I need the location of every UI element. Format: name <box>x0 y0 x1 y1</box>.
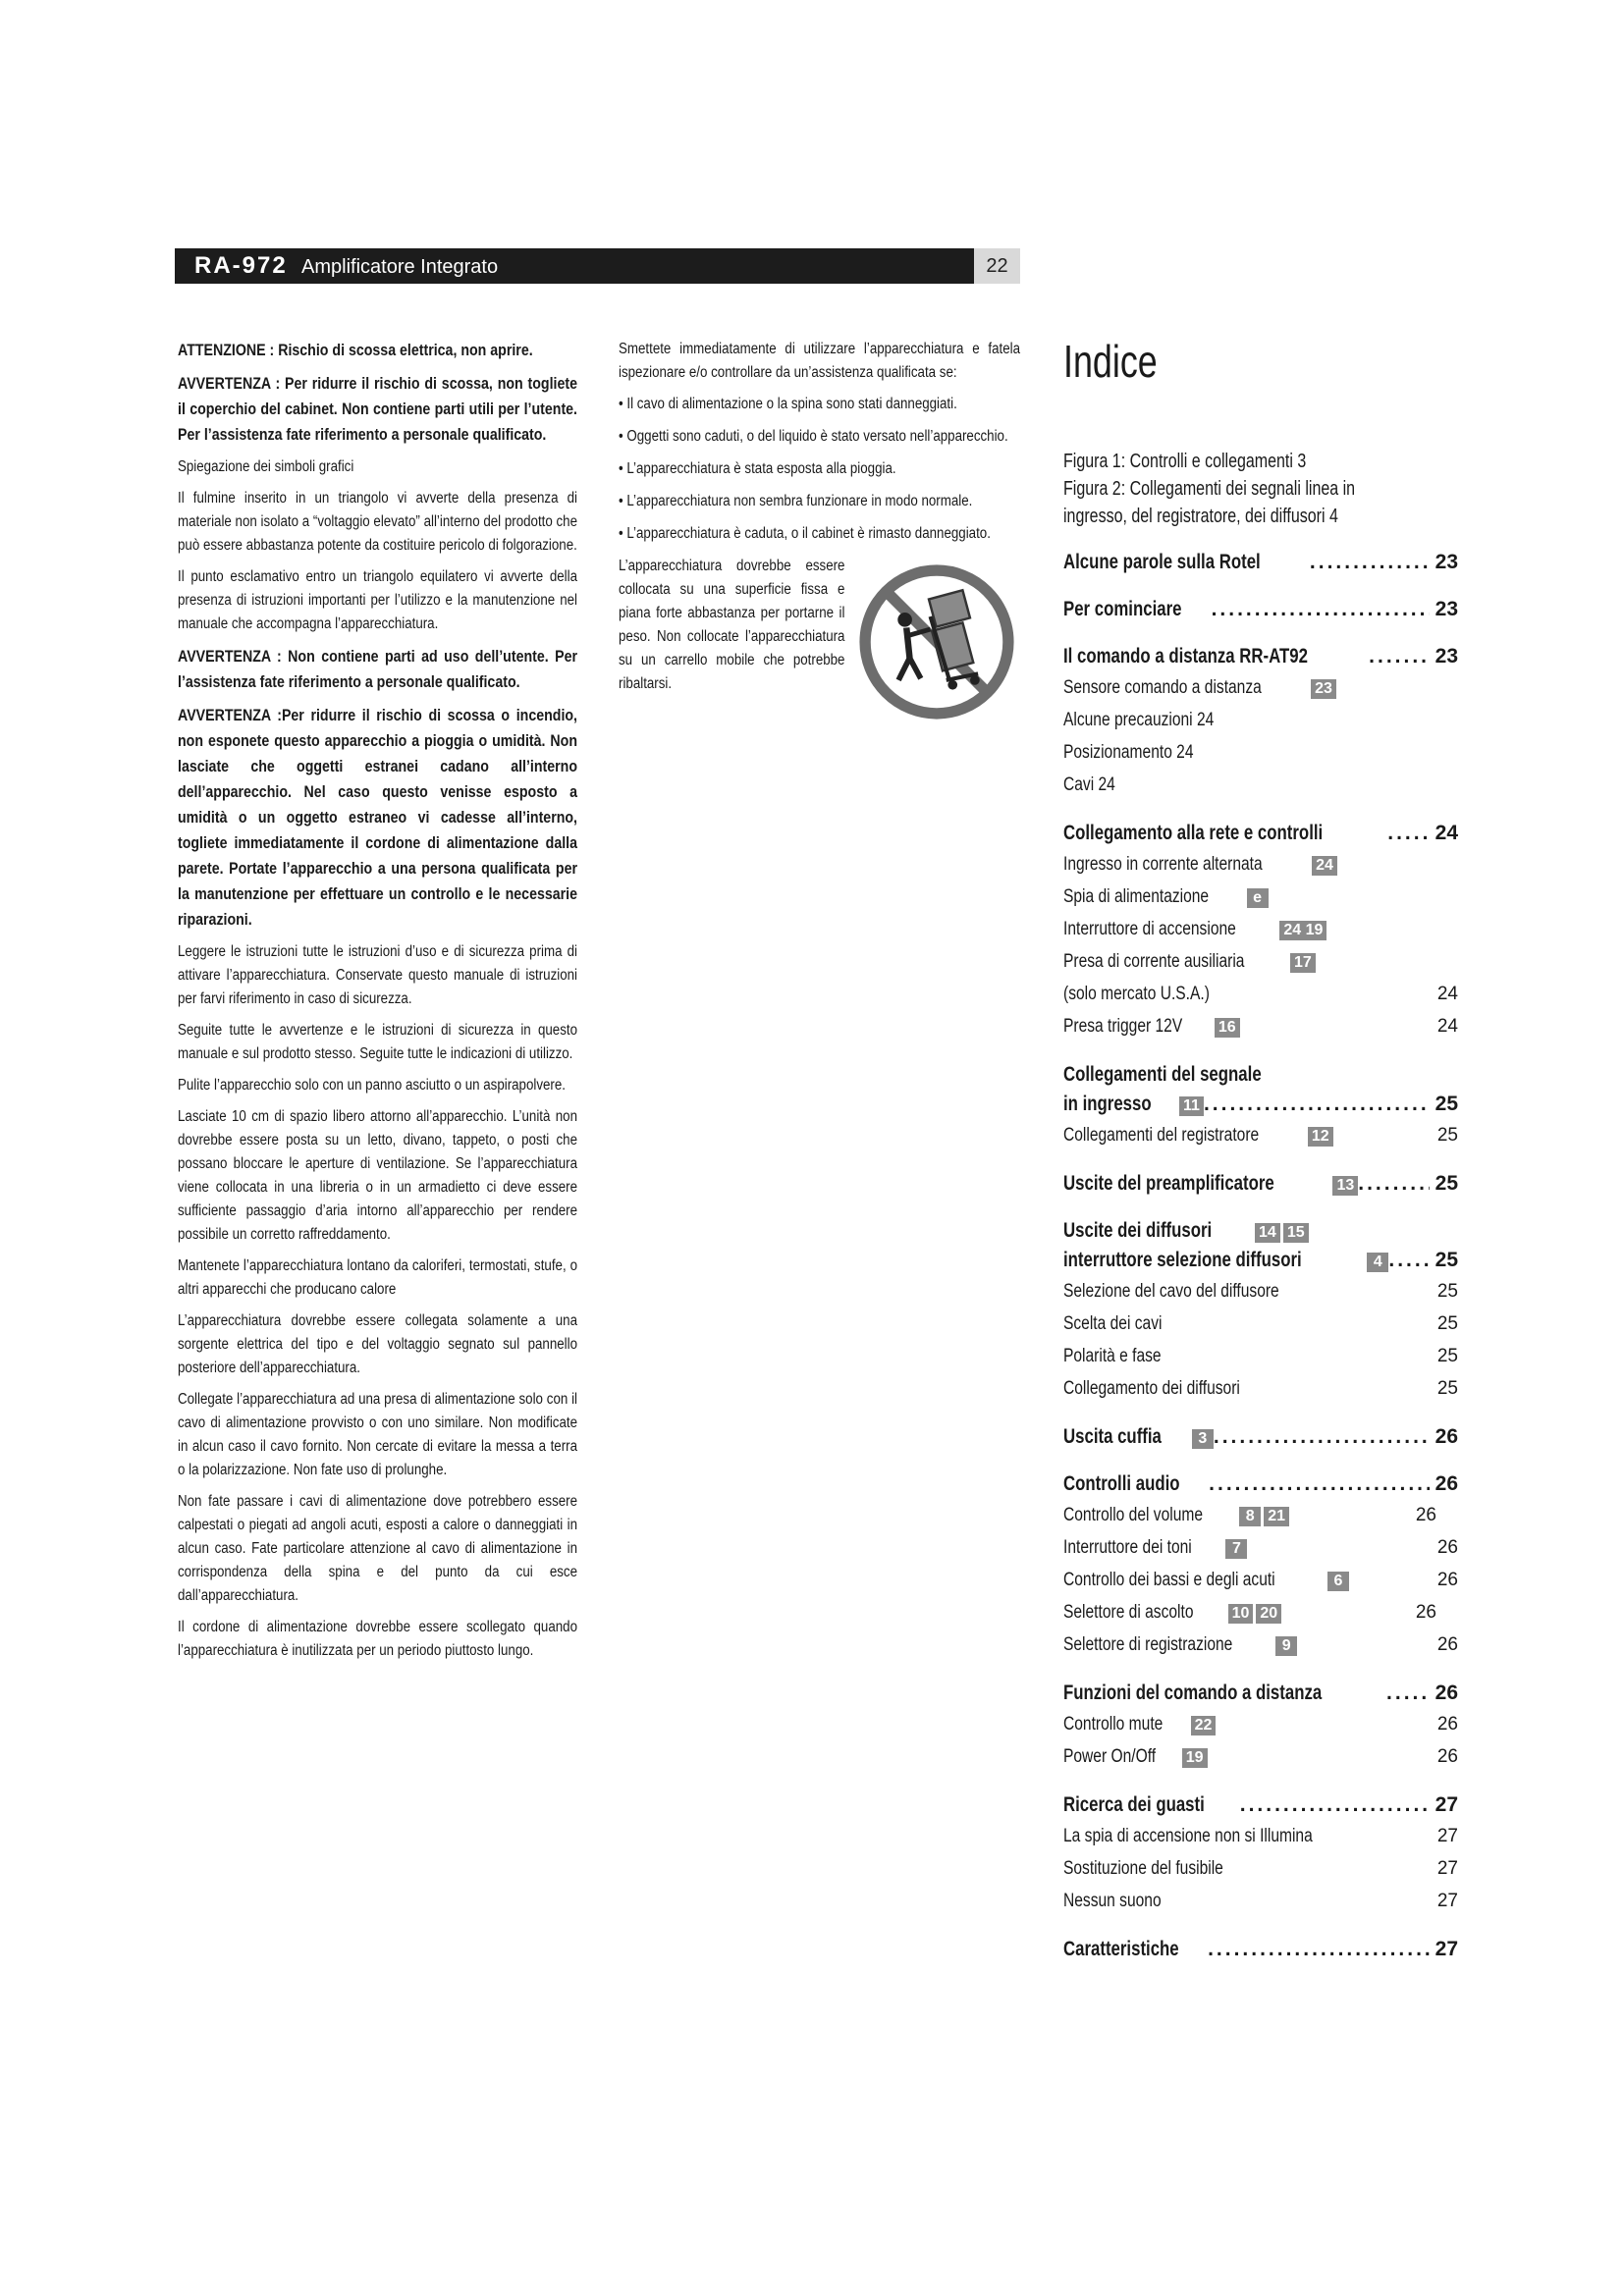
power-cord-connection: Collegate l’apparecchiatura ad una presa di alimentazione solo con il cavo di alimentazione provvisto o con uno similare. Non modificate in alcun caso il cavo fornito. Non cercate di evitare la messa a terra o la polarizzazione. Non fate uso di prolunghe. <box>178 1391 578 1478</box>
toc-item-cable-choice[interactable]: Scelta dei cavi 25 <box>1063 1313 1458 1334</box>
toc-item-power-led[interactable]: Spia di alimentazione e <box>1063 881 1458 913</box>
toc-item-speaker-cable[interactable]: Selezione del cavo del diffusore 25 <box>1063 1281 1458 1302</box>
power-cord-routing: Non fate passare i cavi di alimentazione dove potrebbero essere calpestati o piegati ad angoli acuti, esposti a calore o danneggiati in alcun caso. Fate particolare attenzione al cavo di alimentazione in corrispondenza della spina e del punto da cui esce dall’apparecchiatura. <box>178 1493 578 1604</box>
toc-item-precautions[interactable]: Alcune precauzioni 24 <box>1063 710 1215 730</box>
toc-item-no-sound[interactable]: Nessun suono 27 <box>1063 1891 1458 1911</box>
toc-item-usa[interactable]: (solo mercato U.S.A.) 24 <box>1063 984 1458 1004</box>
figure-line: Figura 2: Collegamenti dei segnali linea in <box>1063 478 1356 500</box>
callout-badge: 16 <box>1215 1018 1240 1038</box>
figure-line: ingresso, del registratore, dei diffusori 4 <box>1063 506 1338 527</box>
toc-heading-remote-functions[interactable]: Funzioni del comando a distanza ..... 26 <box>1063 1679 1458 1708</box>
callout-badge: 13 <box>1332 1176 1358 1196</box>
callout-badge: 21 <box>1264 1507 1289 1526</box>
toc-item-volume[interactable]: Controllo del volume 8 21 26 <box>1063 1505 1436 1525</box>
table-of-contents <box>1063 334 1458 1964</box>
unplug-unused: Il cordone di alimentazione dovrebbe essere scollegato quando l’apparecchiatura è inutilizzata per un periodo piuttosto lungo. <box>178 1619 578 1659</box>
safety-column-2 <box>619 338 1021 712</box>
toc-item-power-on-off[interactable]: Power On/Off 19 26 <box>1063 1746 1458 1767</box>
toc-heading-troubleshooting[interactable]: Ricerca dei guasti ..... 27 <box>1063 1790 1458 1820</box>
toc-item-fuse[interactable]: Sostituzione del fusibile 27 <box>1063 1858 1458 1879</box>
toc-item-polarity[interactable]: Polarità e fase 25 <box>1063 1346 1458 1366</box>
toc-heading-getting-started[interactable]: Per cominciare ..... 23 <box>1063 595 1458 624</box>
toc-item-record-selector[interactable]: Selettore di registrazione 9 26 <box>1063 1634 1458 1655</box>
toc-item-mute[interactable]: Controllo mute 22 26 <box>1063 1714 1458 1735</box>
toc-item-speaker-connection[interactable]: Collegamento dei diffusori 25 <box>1063 1378 1458 1399</box>
toc-item-trigger[interactable]: Presa trigger 12V 16 24 <box>1063 1016 1458 1037</box>
toc-item-aux-outlet[interactable]: Presa di corrente ausiliaria 17 <box>1063 945 1458 978</box>
stop-using-intro: Smettete immediatamente di utilizzare l’apparecchiatura e fatela ispezionare e/o controllare da un’assistenza qualificata se: <box>619 341 1021 381</box>
toc-item-recorder[interactable]: Collegamenti del registratore 12 25 <box>1063 1125 1458 1146</box>
callout-badge: 20 <box>1256 1604 1281 1624</box>
cleaning: Pulite l’apparecchio solo con un panno asciutto o un aspirapolvere. <box>178 1077 566 1094</box>
toc-item-power-switch[interactable]: Interruttore di accensione 24 19 <box>1063 913 1458 945</box>
cart-warning <box>619 555 1021 712</box>
heat-sources: Mantenete l’apparecchiatura lontano da caloriferi, termostati, stufe, o altri apparecchi che producano calore <box>178 1257 578 1298</box>
header-bar <box>175 248 982 284</box>
toc-heading-specifications[interactable]: Caratteristiche ..... 27 <box>1063 1935 1458 1964</box>
follow-warnings: Seguite tutte le avvertenze e le istruzioni di sicurezza in questo manuale e sul prodotto stesso. Seguite tutte le indicazioni di utilizzo. <box>178 1022 578 1062</box>
toc-heading-speakers-1[interactable]: Uscite dei diffusori 14 15 <box>1063 1216 1458 1246</box>
callout-badge: 6 <box>1327 1572 1349 1591</box>
no-cart-icon <box>857 562 1016 721</box>
toc-item-tone-switch[interactable]: Interruttore dei toni 7 26 <box>1063 1537 1458 1558</box>
read-instructions: Leggere le istruzioni tutte le istruzioni d’uso e di sicurezza prima di attivare l’apparecchiatura. Conservate questo manuale di istruzioni per farvi riferimento in caso di sicurezza. <box>178 943 578 1007</box>
exclamation-explanation: Il punto esclamativo entro un triangolo equilatero vi avverte della presenza di istruzioni importanti per l’utilizzo e la manutenzione nel manuale che accompagna l’apparecchiatura. <box>178 568 578 632</box>
ventilation: Lasciate 10 cm di spazio libero attorno all’apparecchio. L’unità non dovrebbe essere posta su un letto, divano, tappeto, o posti che possano bloccare le aperture di ventilazione. Se l’apparecchiatura viene collocata in una libreria o in un armadietto ci deve essere sufficiente passaggio d’aria intorno all’apparecchio per rendere possibile un corretto raffreddamento. <box>178 1108 578 1243</box>
toc-item-sensor[interactable]: Sensore comando a distanza 23 <box>1063 671 1458 704</box>
callout-badge: 8 <box>1239 1507 1261 1526</box>
callout-badge: 19 <box>1182 1748 1208 1768</box>
warning-fire-moisture: AVVERTENZA :Per ridurre il rischio di scossa o incendio, non esponete questo apparecchio a pioggia o umidità. Non lasciate che oggetti estranei cadano all’interno dell’apparecchio. Nel caso questo venisse esposto a umidità o un oggetto estraneo vi cadesse all’interno, togliete immediatamente il cordone di alimentazione dalla parete. Portate l’apparecchio a una persona qualificata per la manutenzione per effettuare un controllo e le necessarie riparazioni. <box>178 707 578 929</box>
callout-badge: 14 <box>1255 1223 1280 1243</box>
callout-badge: 7 <box>1225 1539 1247 1559</box>
callout-badge: 24 <box>1312 856 1337 876</box>
toc-item-led-off[interactable]: La spia di accensione non si Illumina 27 <box>1063 1826 1458 1846</box>
figure-line: Figura 1: Controlli e collegamenti 3 <box>1063 451 1307 472</box>
safety-column-1 <box>178 338 578 1671</box>
callout-badge: e <box>1247 888 1269 908</box>
callout-badge: 9 <box>1275 1636 1297 1656</box>
callout-badge: 10 <box>1228 1604 1254 1624</box>
callout-badge: 15 <box>1283 1223 1309 1243</box>
toc-heading-speakers-2[interactable]: interruttore selezione diffusori 4 ..... 25 <box>1063 1246 1458 1275</box>
callout-badge: 24 19 <box>1279 921 1326 940</box>
model-name: RA-972 <box>194 252 288 279</box>
callout-badge: 12 <box>1308 1127 1333 1147</box>
figure-list <box>1063 448 1458 530</box>
toc-item-placement[interactable]: Posizionamento 24 <box>1063 742 1194 763</box>
lightning-explanation: Il fulmine inserito in un triangolo vi avverte della presenza di materiale non isolato a “voltaggio elevato” all’interno del prodotto che può essere abbastanza potente da costituire pericolo di folgorazione. <box>178 490 578 554</box>
toc-item-listen-selector[interactable]: Selettore di ascolto 10 20 26 <box>1063 1602 1436 1623</box>
index-title: Indice <box>1063 336 1158 387</box>
list-item: • L’apparecchiatura è caduta, o il cabinet è rimasto danneggiato. <box>619 522 1034 546</box>
toc-heading-power[interactable]: Collegamento alla rete e controlli ..... 24 <box>1063 819 1458 848</box>
callout-badge: 3 <box>1192 1429 1214 1449</box>
toc-item-ac-input[interactable]: Ingresso in corrente alternata 24 <box>1063 848 1458 881</box>
callout-badge: 4 <box>1367 1253 1388 1272</box>
callout-badge: 11 <box>1179 1096 1204 1116</box>
list-item: • L’apparecchiatura non sembra funzionare in modo normale. <box>619 490 1034 513</box>
callout-badge: 17 <box>1290 953 1316 973</box>
list-item: • Oggetti sono caduti, o del liquido è stato versato nell’apparecchio. <box>619 425 1034 449</box>
page-number: 22 <box>986 255 1008 277</box>
toc-heading-rotel[interactable]: Alcune parole sulla Rotel ..... 23 <box>1063 548 1458 577</box>
warning-no-user-parts: AVVERTENZA : Non contiene parti ad uso dell’utente. Per l’assistenza fate riferimento a personale qualificato. <box>178 648 578 691</box>
attention-line: ATTENZIONE : Rischio di scossa elettrica, non aprire. <box>178 342 533 359</box>
callout-badge: 22 <box>1191 1716 1217 1735</box>
toc-heading-signal-1[interactable]: Collegamenti del segnale <box>1063 1063 1262 1086</box>
callout-badge: 23 <box>1311 679 1336 699</box>
toc-item-cables[interactable]: Cavi 24 <box>1063 774 1115 795</box>
toc-heading-signal-2[interactable]: in ingresso 11 ..... 25 <box>1063 1090 1458 1119</box>
symbols-heading: Spiegazione dei simboli grafici <box>178 458 354 475</box>
toc-heading-remote[interactable]: Il comando a distanza RR-AT92 ..... 23 <box>1063 642 1458 671</box>
warning-cover: AVVERTENZA : Per ridurre il rischio di scossa, non togliete il coperchio del cabinet. Non contiene parti utili per l’utente. Per l’assistenza fate riferimento a personale qualificato. <box>178 375 578 444</box>
toc-heading-headphones[interactable]: Uscita cuffia 3 ..... 26 <box>1063 1422 1458 1452</box>
list-item: • Il cavo di alimentazione o la spina sono stati danneggiati. <box>619 393 1034 416</box>
toc-heading-preamp[interactable]: Uscite del preamplificatore 13 ..... 25 <box>1063 1169 1458 1199</box>
toc-item-bass-treble[interactable]: Controllo dei bassi e degli acuti 6 26 <box>1063 1570 1458 1590</box>
power-source: L’apparecchiatura dovrebbe essere collegata solamente a una sorgente elettrica del tipo e del voltaggio segnato sul pannello posteriore dell’apparecchiatura. <box>178 1312 578 1376</box>
toc-heading-audio[interactable]: Controlli audio ..... 26 <box>1063 1469 1458 1499</box>
cart-warning-text: L’apparecchiatura dovrebbe essere collocata su una superficie fissa e piana forte abbastanza per portarne il peso. Non collocate l’apparecchiatura su un carrello mobile che potrebbe ribaltarsi. <box>619 558 845 692</box>
list-item: • L’apparecchiatura è stata esposta alla pioggia. <box>619 457 1034 481</box>
header-title: Amplificatore Integrato <box>301 256 499 278</box>
